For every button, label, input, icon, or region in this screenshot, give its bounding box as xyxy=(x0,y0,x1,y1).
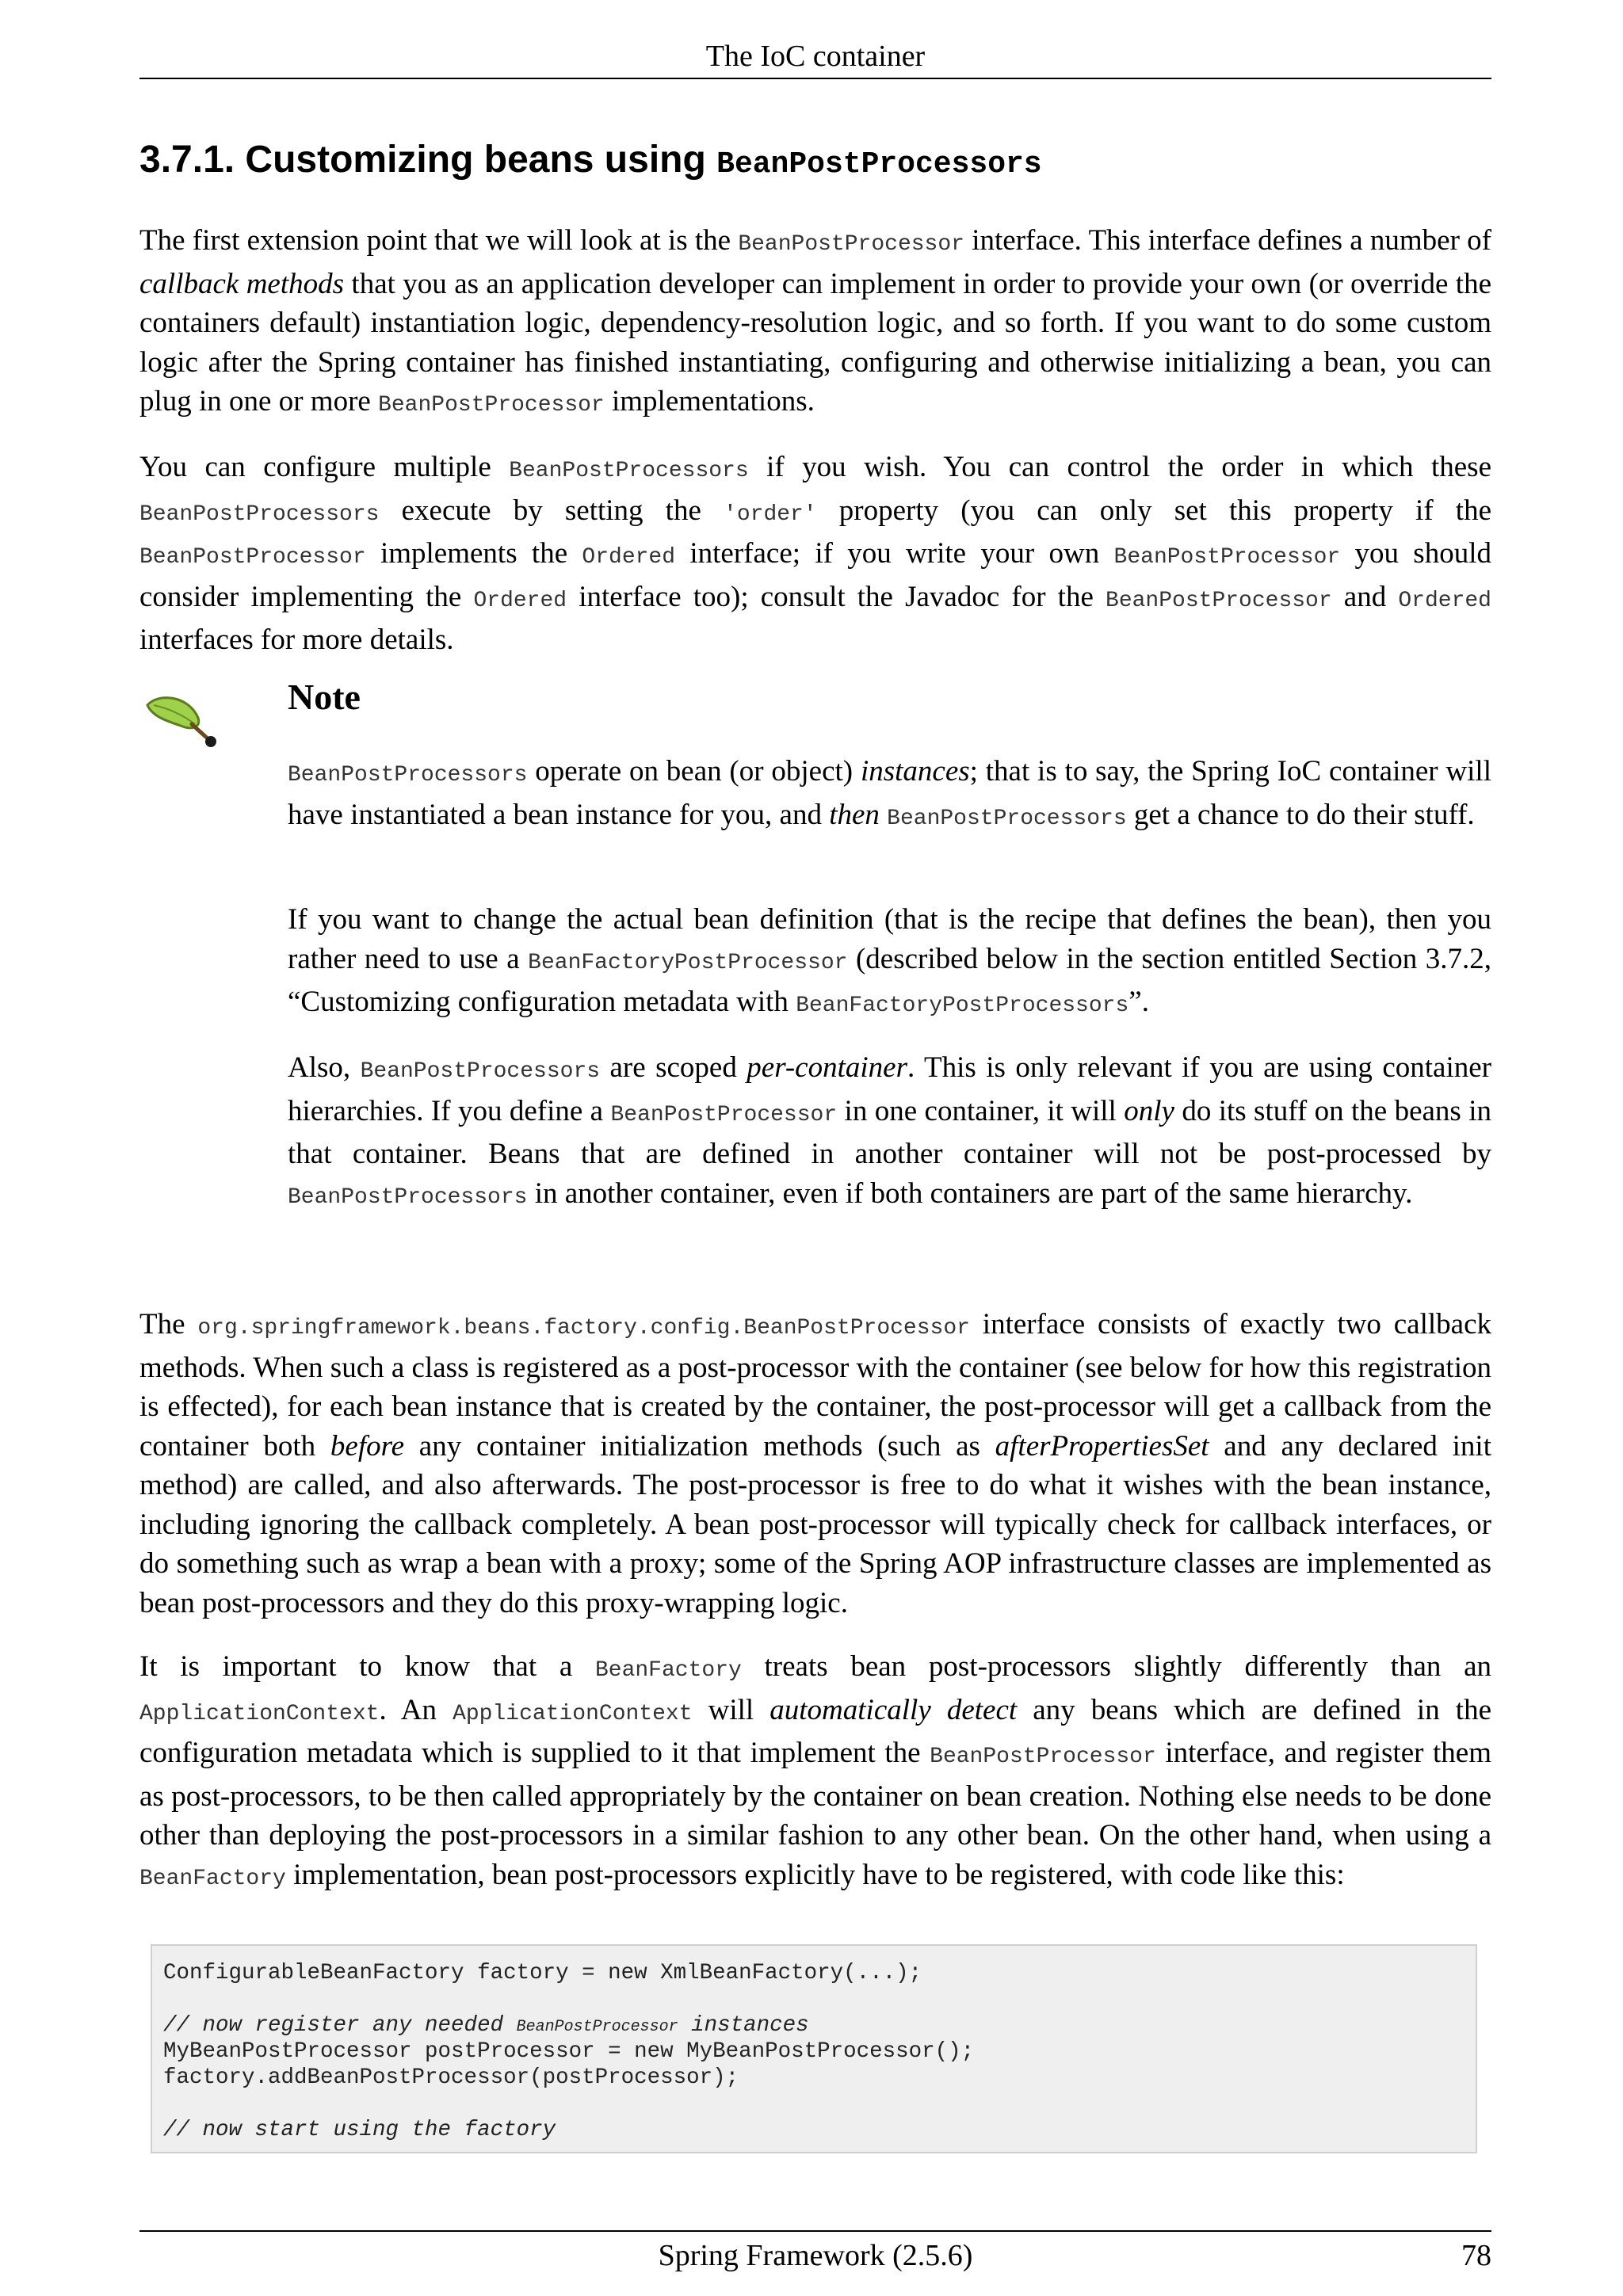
section-title xyxy=(139,135,1042,190)
footer-rule xyxy=(139,2230,1491,2232)
running-footer: Spring Framework (2.5.6) xyxy=(658,2239,973,2272)
note-paragraph-factory xyxy=(288,900,1491,1026)
code-term: BeanPostProcessor xyxy=(738,232,964,257)
running-header: The IoC container xyxy=(705,40,926,73)
paragraph-registration xyxy=(139,1647,1491,1898)
code-term: BeanPostProcessors xyxy=(288,1184,528,1210)
code-term: BeanPostProcessor xyxy=(610,1102,838,1127)
text: ”. xyxy=(1128,986,1149,1018)
note-paragraph-scope xyxy=(288,1048,1491,1217)
emphasis: only xyxy=(1124,1094,1174,1127)
note-title: Note xyxy=(288,677,361,717)
code-term: BeanPostProcessors xyxy=(509,459,749,483)
text: interfaces for more details. xyxy=(139,624,454,656)
text xyxy=(880,799,887,831)
code-term: Ordered xyxy=(582,545,676,570)
emphasis: per-container xyxy=(747,1051,907,1084)
text: The first extension point that we will look at is the xyxy=(139,224,739,257)
text: and any declared init method) are called, and also afterwards. The post-processor is free to do what it wishes with the bean instance, including ignoring the callback completely. A bean post-processor will typically check for callback interfaces, or do something such as wrap a bean with a proxy; some of the Spring AOP infrastructure classes are implemented as bean post-processors and they do this proxy-wrapping logic. xyxy=(139,1429,1491,1619)
code-blank-line xyxy=(163,1986,1465,2012)
code-comment: // now register any needed xyxy=(163,2013,517,2038)
emphasis: instances xyxy=(860,755,970,788)
code-term: org.springframework.beans.factory.config.BeanPostProcessor xyxy=(197,1316,970,1341)
note-paragraph-instances xyxy=(288,752,1491,838)
code-term: ApplicationContext xyxy=(453,1701,693,1726)
code-comment-term: BeanPostProcessor xyxy=(516,2018,678,2036)
text: operate on bean (or object) xyxy=(527,755,861,788)
text: implements the xyxy=(365,537,582,570)
paragraph-ordering xyxy=(139,448,1491,660)
text: interface; if you write your own xyxy=(675,537,1114,570)
code-comment-line xyxy=(163,2117,1465,2143)
text: interface consists of exactly two callback methods. When such a class is registered as a post-processor with the container (see below for how this registration is effected), for each bean instance that is created by the container, the post-processor will get a callback from the container both xyxy=(139,1308,1491,1463)
text: any beans which are defined in the configuration metadata which is supplied to it that implement the xyxy=(139,1693,1492,1769)
text: interface. This interface defines a number of xyxy=(964,224,1491,257)
paragraph-callback-methods xyxy=(139,1305,1491,1623)
code-term: BeanPostProcessor xyxy=(1106,588,1332,613)
section-title-text: 3.7.1. Customizing beans using xyxy=(139,139,717,181)
code-term: ApplicationContext xyxy=(139,1701,380,1726)
text: It is important to know that a xyxy=(139,1650,595,1683)
text: If you want to change the actual bean definition (that is the recipe that defines the bean), then you rather need to use a xyxy=(288,903,1491,975)
text: in one container, it will xyxy=(837,1094,1125,1127)
text: execute by setting the xyxy=(379,494,724,527)
code-term: Ordered xyxy=(473,588,567,613)
text: do its stuff on the beans in that container. Beans that are defined in another container will not be post-processed by xyxy=(288,1094,1491,1170)
text: interface too); consult the Javadoc for the xyxy=(567,580,1106,613)
text: will xyxy=(692,1693,770,1726)
emphasis: then xyxy=(829,798,880,831)
text: interface, and register them as post-processors, to be then called appropriately by the container on bean creation. Nothing else needs to be done other than deploying the post-processors in a similar fashion to any other bean. On the other hand, when using a xyxy=(139,1737,1491,1852)
text: you should consider implementing the xyxy=(139,537,1491,613)
code-term: BeanPostProcessor xyxy=(139,545,366,570)
text: are scoped xyxy=(600,1051,747,1084)
text: any container initialization methods (such as xyxy=(404,1429,995,1463)
code-term: BeanFactory xyxy=(594,1658,742,1683)
emphasis: before xyxy=(330,1429,405,1463)
paragraph-intro xyxy=(139,221,1491,425)
code-term: BeanPostProcessors xyxy=(360,1059,601,1084)
code-term: BeanFactoryPostProcessor xyxy=(528,950,848,975)
code-example xyxy=(151,1944,1477,2153)
code-blank-line xyxy=(163,2091,1465,2117)
text: ; that is to say, the Spring IoC container will have instantiated a bean instance for you, and xyxy=(288,755,1491,831)
text: Also, xyxy=(288,1051,361,1084)
emphasis: callback methods xyxy=(139,267,345,300)
text: if you wish. You can control the order in which these xyxy=(748,451,1491,483)
code-line: factory.addBeanPostProcessor(postProcessor); xyxy=(163,2065,739,2090)
code-term: BeanPostProcessor xyxy=(930,1745,1156,1769)
section-title-code: BeanPostProcessors xyxy=(716,147,1042,181)
text: (described below in the section entitled Section 3.7.2, “Customizing configuration metadata with xyxy=(288,942,1491,1018)
code-term: Ordered xyxy=(1398,588,1491,613)
emphasis: automatically detect xyxy=(769,1693,1018,1726)
leaf-note-icon xyxy=(143,688,230,759)
code-line: ConfigurableBeanFactory factory = new XmlBeanFactory(...); xyxy=(163,1961,922,1985)
text: get a chance to do their stuff. xyxy=(1126,798,1475,831)
header-rule xyxy=(139,78,1491,79)
code-term: BeanFactory xyxy=(139,1866,286,1891)
text: that you as an application developer can implement in order to provide your own (or override the containers default) instantiation logic, dependency-resolution logic, and so forth. If you want to do some custom logic after the Spring container has finished instantiating, configuring and otherwise initializing a bean, you can plug in one or more xyxy=(139,267,1491,418)
code-line: MyBeanPostProcessor postProcessor = new MyBeanPostProcessor(); xyxy=(163,2039,975,2064)
text: implementation, bean post-processors explicitly have to be registered, with code like this: xyxy=(285,1858,1345,1891)
text: and xyxy=(1331,580,1399,613)
code-term: BeanFactoryPostProcessors xyxy=(796,994,1129,1018)
code-term: BeanPostProcessors xyxy=(887,806,1127,831)
code-term: BeanPostProcessors xyxy=(139,502,380,527)
code-term: BeanPostProcessor xyxy=(378,393,605,418)
text: . This is only relevant if you are using container hierarchies. If you define a xyxy=(288,1051,1491,1127)
text: The xyxy=(139,1308,198,1341)
text: . An xyxy=(379,1693,453,1726)
code-comment-line xyxy=(163,2012,1465,2039)
code-comment: instances xyxy=(678,2013,809,2038)
code-term: BeanPostProcessor xyxy=(1113,545,1341,570)
code-comment: // now start using the factory xyxy=(163,2118,556,2142)
page-number: 78 xyxy=(1461,2239,1491,2272)
text: in another container, even if both containers are part of the same hierarchy. xyxy=(527,1177,1413,1210)
text: property (you can only set this property if the xyxy=(816,494,1491,527)
code-term: 'order' xyxy=(724,502,817,527)
emphasis: afterPropertiesSet xyxy=(995,1429,1209,1463)
text: treats bean post-processors slightly differently than an xyxy=(741,1650,1492,1683)
text: You can configure multiple xyxy=(139,451,510,483)
text: implementations. xyxy=(604,385,815,418)
code-term: BeanPostProcessors xyxy=(288,763,528,788)
